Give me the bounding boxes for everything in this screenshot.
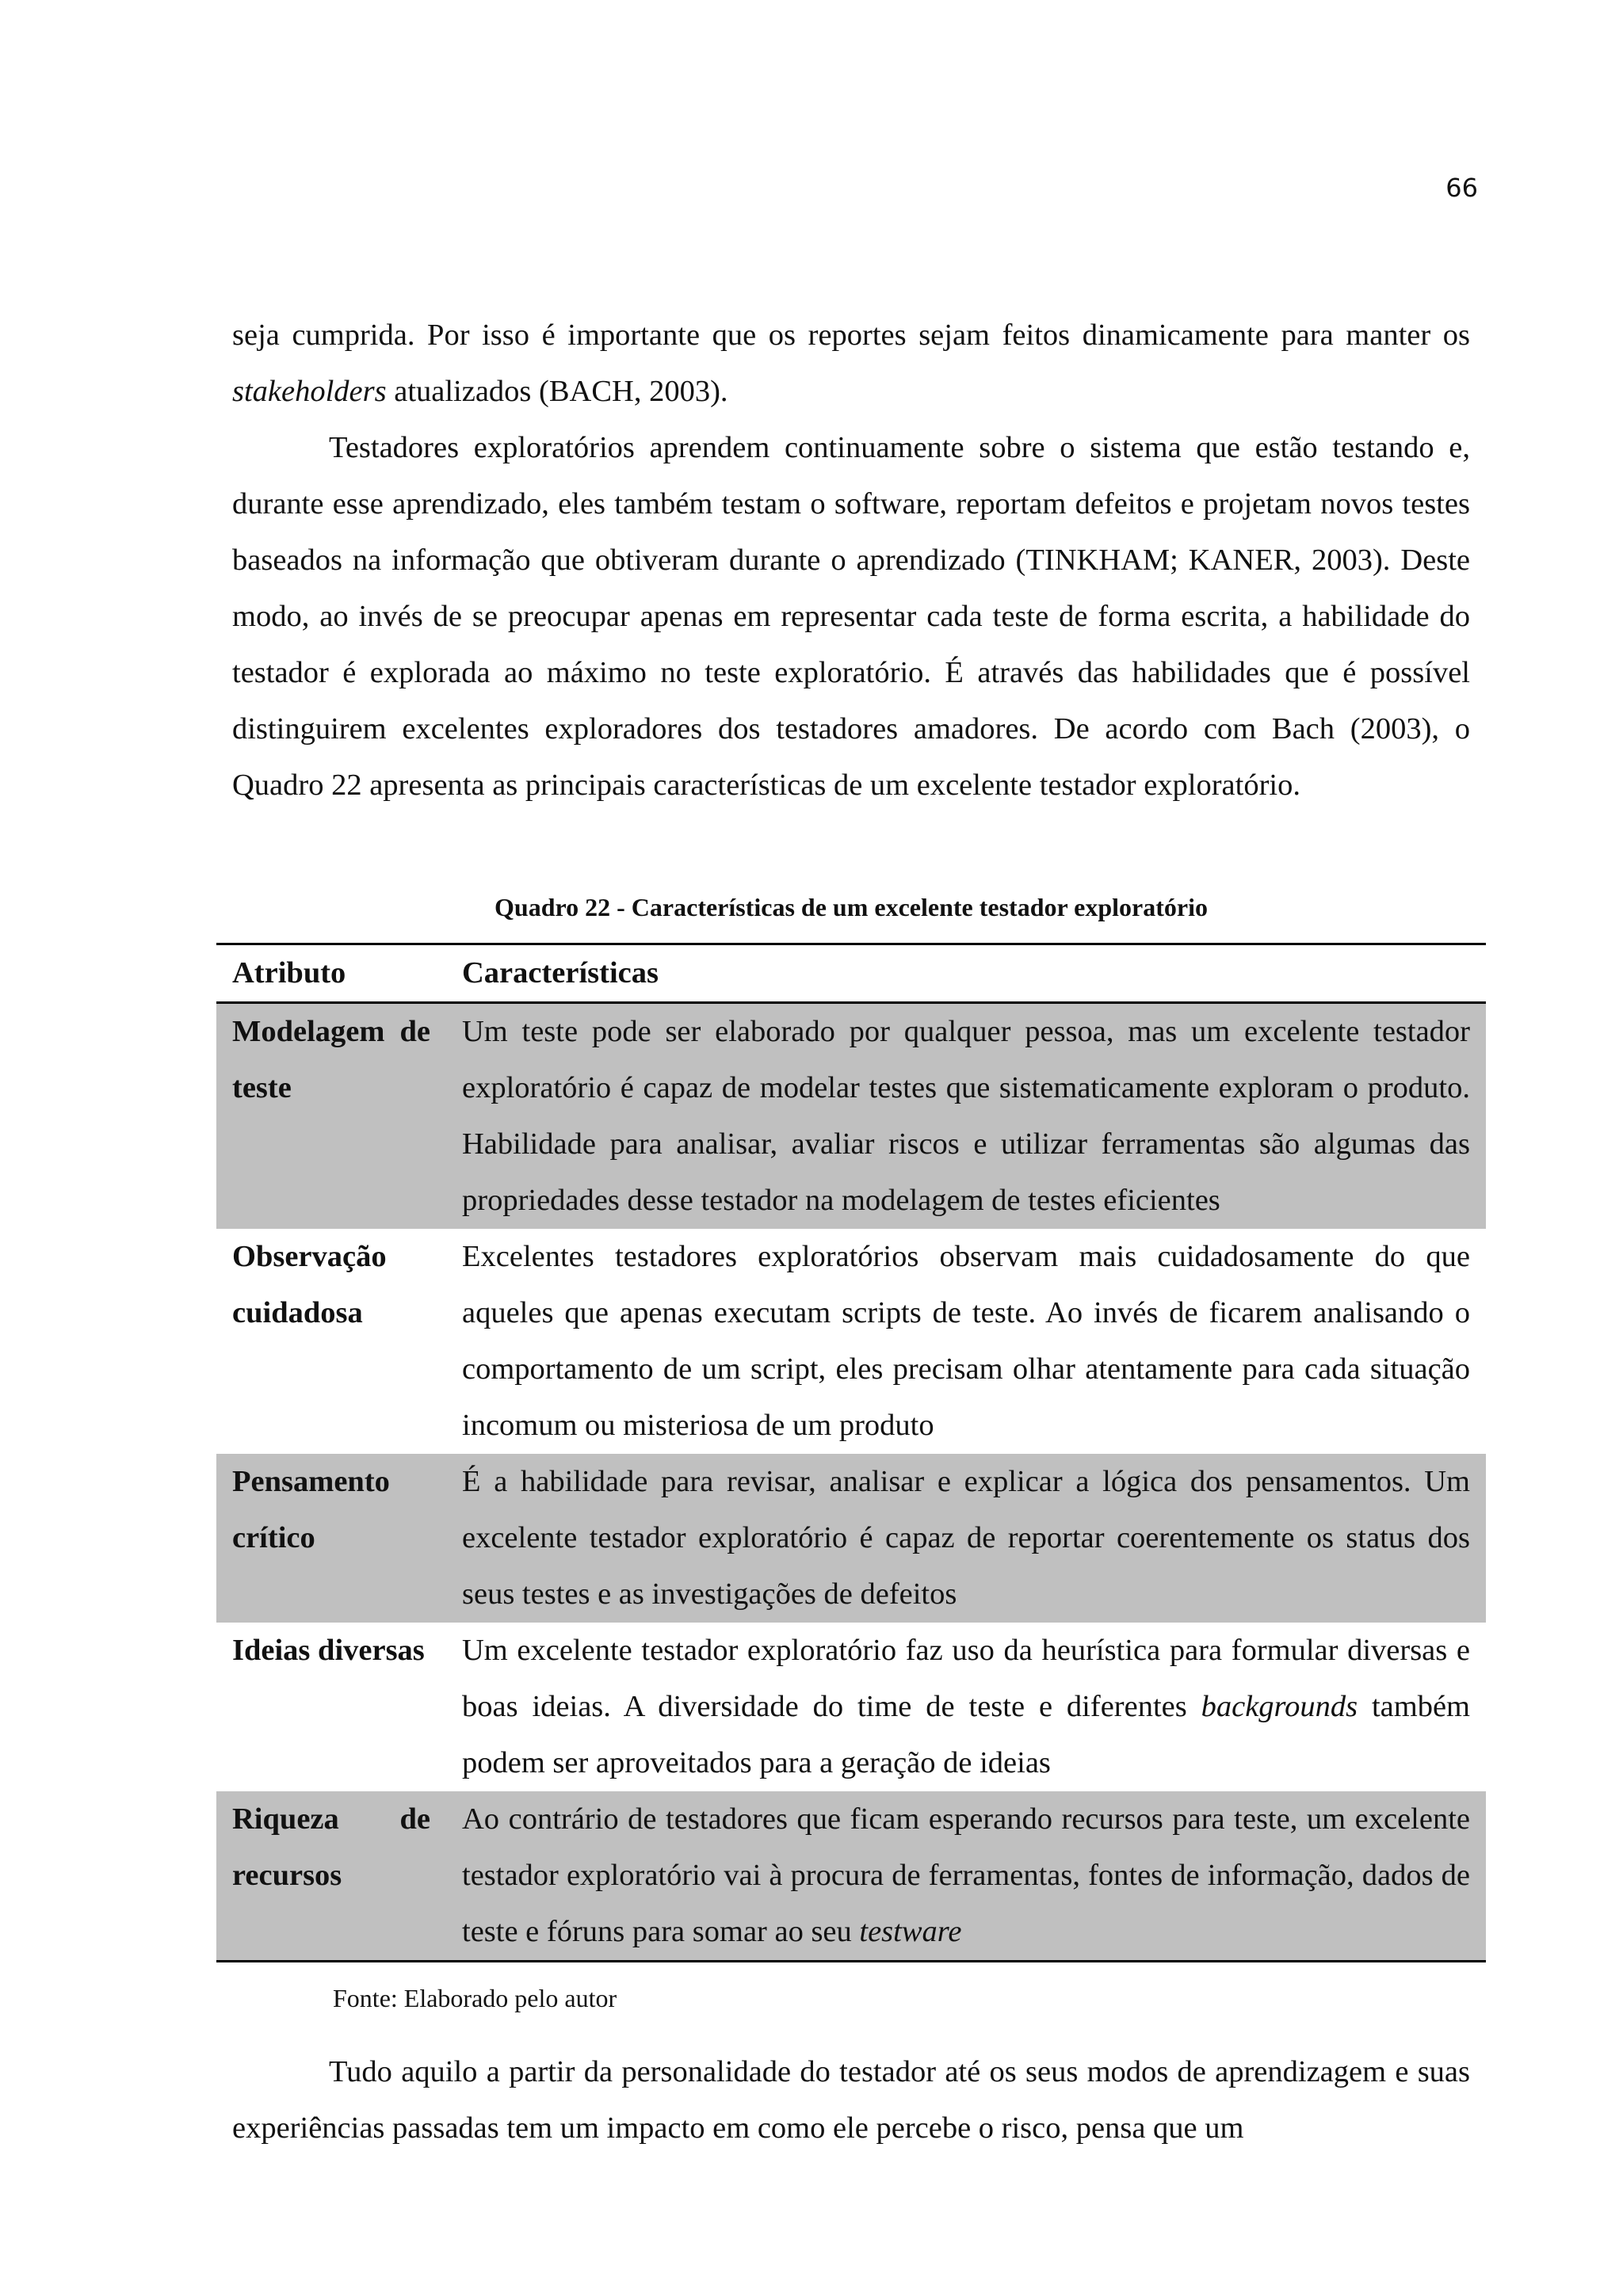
description-cell: Um teste pode ser elaborado por qualquer pessoa, mas um excelente testador exploratório é capaz de modelar testes que sistematicamente exploram o produto. Habilidade para analisar, avaliar riscos e utilizar ferramentas são algumas das propriedades desse testador na modelagem de testes eficientes [446, 1003, 1486, 1230]
header-characteristics: Características [446, 944, 1486, 1003]
table-row [216, 1229, 1486, 1454]
description-cell: É a habilidade para revisar, analisar e explicar a lógica dos pensamentos. Um excelente testador exploratório é capaz de reportar coerentemente os status dos seus testes e as investigações de defeitos [446, 1454, 1486, 1623]
description-text: Ao contrário de testadores que ficam esperando recursos para teste, um excelente testador exploratório vai à procura de ferramentas, fontes de informação, dados de teste e fóruns para somar ao seu [462, 1802, 1470, 1948]
characteristics-table [216, 943, 1486, 1962]
table-row [216, 1791, 1486, 1962]
description-text: também podem ser aproveitados para a geração de ideias [462, 1690, 1470, 1779]
paragraph-exploratory-testers: Testadores exploratórios aprendem continuamente sobre o sistema que estão testando e, durante esse aprendizado, eles também testam o software, reportam defeitos e projetam novos testes baseados na informação que obtiveram durante o aprendizado (TINKHAM; KANER, 2003). Deste modo, ao invés de se preocupar apenas em representar cada teste de forma escrita, a habilidade do testador é explorada ao máximo no teste exploratório. É através das habilidades que é possível distinguirem excelentes exploradores dos testadores amadores. De acordo com Bach (2003), o Quadro 22 apresenta as principais características de um excelente testador exploratório. [232, 431, 1470, 802]
table-header-row [216, 944, 1486, 1003]
attribute-cell: Observação cuidadosa [232, 1240, 387, 1329]
attribute-cell: Pensamento crítico [216, 1454, 446, 1623]
description-text: Um excelente testador exploratório faz uso da heurística para formular diversas e boas ideias. A diversidade do time de teste e diferentes [462, 1634, 1470, 1723]
attribute-cell: Modelagem de teste [216, 1003, 446, 1230]
description-cell [446, 1791, 1486, 1962]
italic-term: backgrounds [1201, 1690, 1358, 1723]
table-row [216, 1454, 1486, 1623]
paragraph-text: atualizados (BACH, 2003). [386, 375, 728, 408]
table-row [216, 1003, 1486, 1230]
description-cell [446, 1623, 1486, 1791]
paragraph-text: seja cumprida. Por isso é importante que os reportes sejam feitos dinamicamente para manter os [232, 318, 1470, 352]
description-cell: Excelentes testadores exploratórios observam mais cuidadosamente do que aqueles que apenas executam scripts de teste. Ao invés de ficarem analisando o comportamento de um script, eles precisam olhar atentamente para cada situação incomum ou misteriosa de um produto [462, 1240, 1470, 1442]
table-caption: Quadro 22 - Características de um excelente testador exploratório [495, 893, 1208, 921]
paragraph-continuation [232, 307, 1470, 420]
paragraph-tester-personality: Tudo aquilo a partir da personalidade do testador até os seus modos de aprendizagem e suas experiências passadas tem um impacto em como ele percebe o risco, pensa que um [232, 2055, 1470, 2145]
attribute-cell: Ideias diversas [232, 1634, 425, 1667]
italic-term: testware [859, 1915, 962, 1948]
page-number: 66 [1445, 173, 1478, 203]
italic-term: stakeholders [232, 375, 387, 408]
table-source: Fonte: Elaborado pelo autor [333, 1984, 617, 2012]
table-row [216, 1623, 1486, 1791]
attribute-cell: Riqueza de recursos [216, 1791, 446, 1962]
body-text-top [232, 307, 1470, 814]
body-text-bottom [232, 2044, 1470, 2157]
header-attribute: Atributo [216, 944, 446, 1003]
